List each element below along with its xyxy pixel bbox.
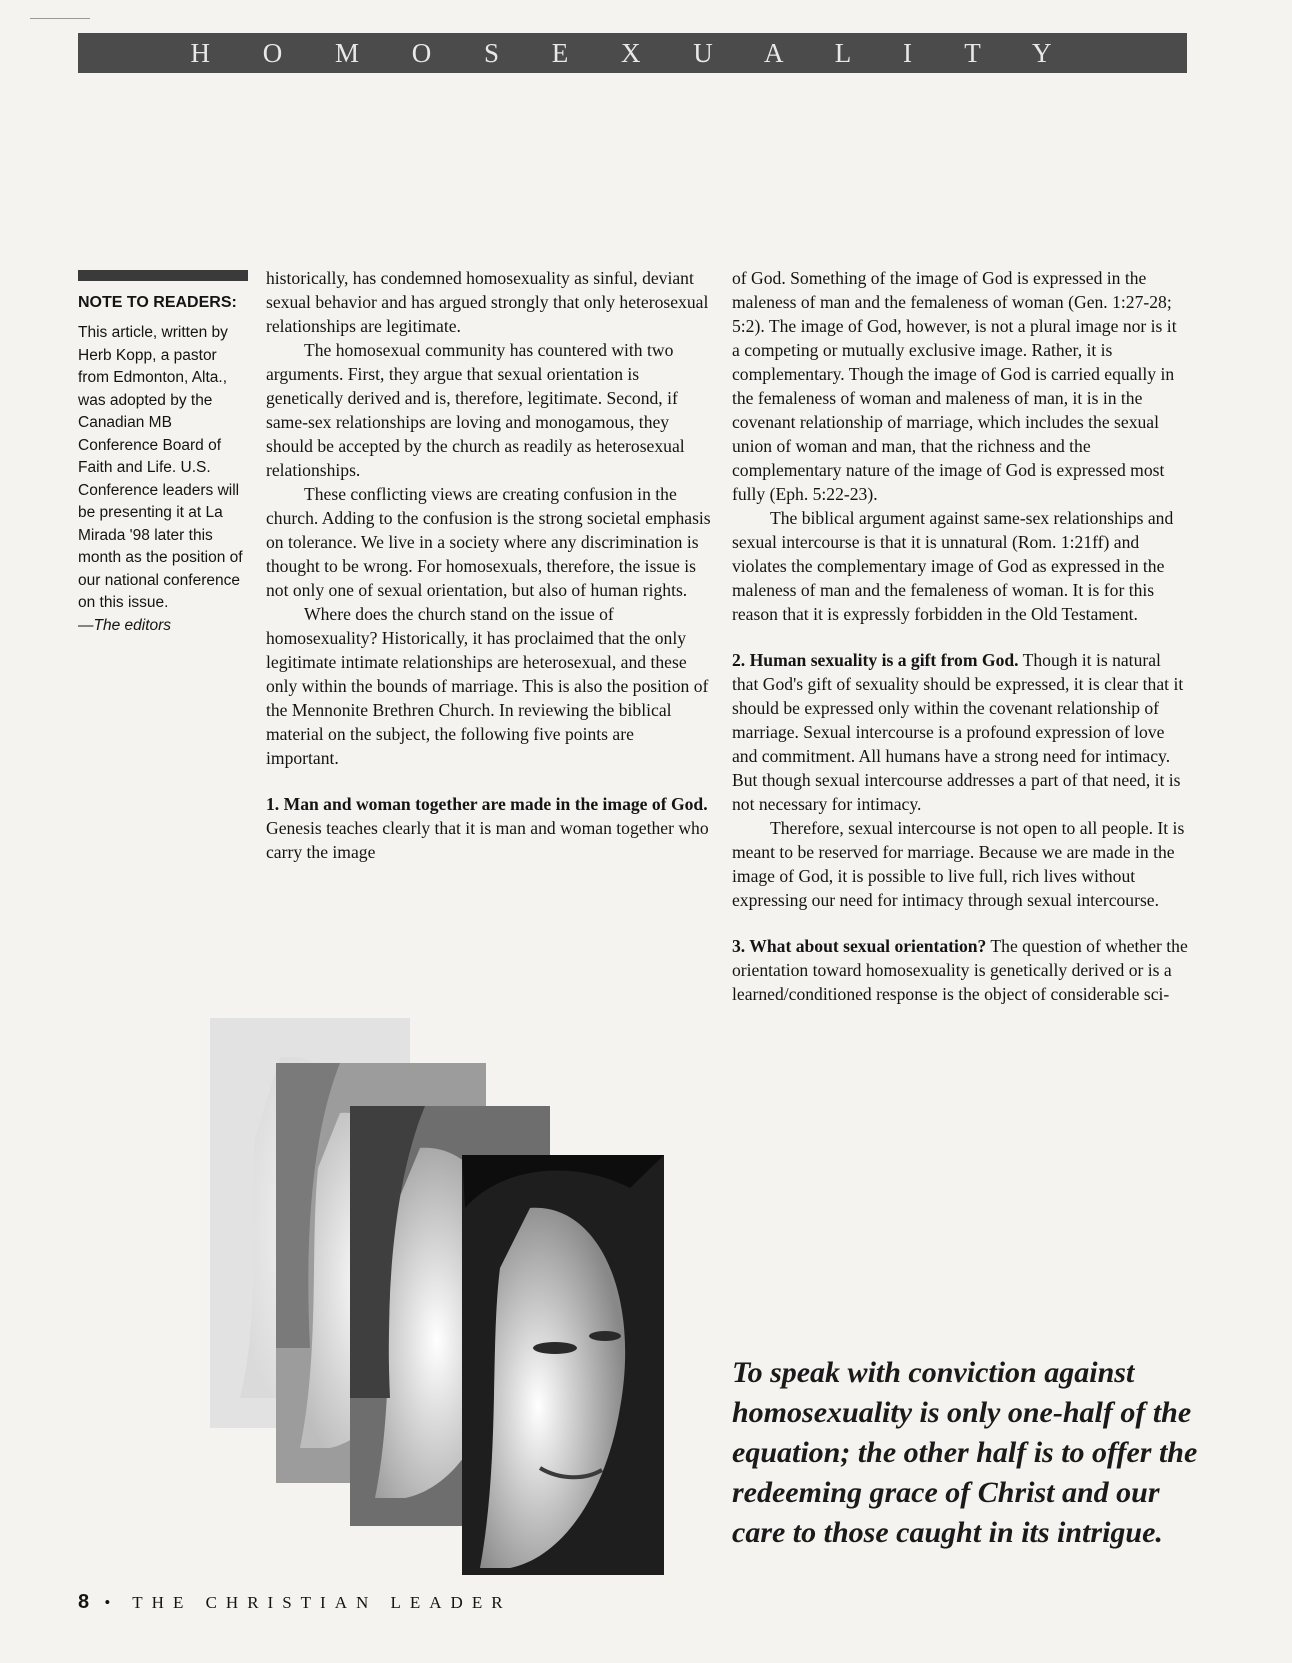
section-3-heading: 3. What about sexual orientation? [732, 936, 987, 956]
section-3-text: The question of whether the orientation toward homosexuality is genetically derived or is a learned/conditioned response is the object of considerable sci- [732, 936, 1188, 1004]
paragraph: The homosexual community has countered with two arguments. First, they argue that sexual orientation is genetically derived and is, therefore, legitimate. Second, if same-sex relationships are loving and monogamous, they should be accepted by the church as readily as heterosexual relationships. [266, 340, 685, 480]
note-body: This article, written by Herb Kopp, a pastor from Edmonton, Alta., was adopted by the Canadian MB Conference Board of Faith and Life. U.S. Conference leaders will be presenting it at La Mirada '98 later this month as the position of our national conference on this issue. [78, 324, 243, 611]
note-heading: NOTE TO READERS: [78, 294, 237, 311]
paragraph: Where does the church stand on the issue of homosexuality? Historically, it has proclaimed that the only legitimate intimate relationships are heterosexual, and these only within the bounds of marriage. This is also the position of the Mennonite Brethren Church. In reviewing the biblical material on the subject, the following five points are important. [266, 604, 709, 768]
section-2-heading: 2. Human sexuality is a gift from God. [732, 650, 1019, 670]
paragraph: historically, has condemned homosexuality as sinful, deviant sexual behavior and has argued strongly that only heterosexual relationships are legitimate. [266, 268, 709, 336]
paragraph: Therefore, sexual intercourse is not open to all people. It is meant to be reserved for marriage. Because we are made in the image of God, it is possible to live full, rich lives without expressing our need for intimacy through sexual intercourse. [732, 818, 1185, 910]
paragraph: These conflicting views are creating confusion in the church. Adding to the confusion is the strong societal emphasis on tolerance. We live in a society where any discrimination is thought to be wrong. For homosexuals, therefore, the issue is not only one of sexual orientation, but also of human rights. [266, 484, 711, 600]
footer-separator: • [104, 1593, 120, 1612]
page-footer [78, 1591, 512, 1614]
section-banner: H O M O S E X U A L I T Y [78, 33, 1187, 73]
section-1 [266, 792, 711, 864]
face-photo-collage [210, 1018, 680, 1578]
top-rule [30, 18, 90, 19]
article-column-middle [266, 266, 711, 864]
section-1-heading: 1. Man and woman together are made in the image of God. [266, 794, 708, 814]
magazine-name: THE CHRISTIAN LEADER [132, 1593, 512, 1612]
note-rule [78, 270, 248, 281]
pull-quote: To speak with conviction against homosexuality is only one-half of the equation; the other half is to offer the redeeming grace of Christ and our care to those caught in its intrigue. [732, 1356, 1198, 1549]
article-column-right [732, 266, 1188, 1006]
paragraph: The biblical argument against same-sex relationships and sexual intercourse is that it is unnatural (Rom. 1:21ff) and violates the complementary image of God as expressed in the maleness of man and the femaleness of woman. It is for this reason that it is expressly forbidden in the Old Testament. [732, 508, 1174, 624]
note-to-readers [78, 270, 248, 637]
section-2 [732, 648, 1188, 816]
section-3 [732, 934, 1188, 1006]
section-1-text: Genesis teaches clearly that it is man and woman together who carry the image [266, 818, 709, 862]
section-2-text: Though it is natural that God's gift of sexuality should be expressed, it is clear that it should be expressed only within the covenant relationship of marriage. Sexual intercourse is a profound expression of love and commitment. All humans have a strong need for intimacy. But though sexual intercourse addresses a part of that need, it is not necessary for intimacy. [732, 650, 1184, 814]
page-number: 8 [78, 1591, 92, 1613]
paragraph: of God. Something of the image of God is expressed in the maleness of man and the femaleness of woman (Gen. 1:27-28; 5:2). The image of God, however, is not a plural image nor is it a competing or mutually exclusive image. Rather, it is complementary. Though the image of God is carried equally in the femaleness of woman and maleness of man, it is in the covenant relationship of marriage, which includes the sexual union of woman and man, that the richness and the complementary nature of the image of God is expressed most fully (Eph. 5:22-23). [732, 268, 1177, 504]
note-signature: —The editors [78, 616, 172, 634]
